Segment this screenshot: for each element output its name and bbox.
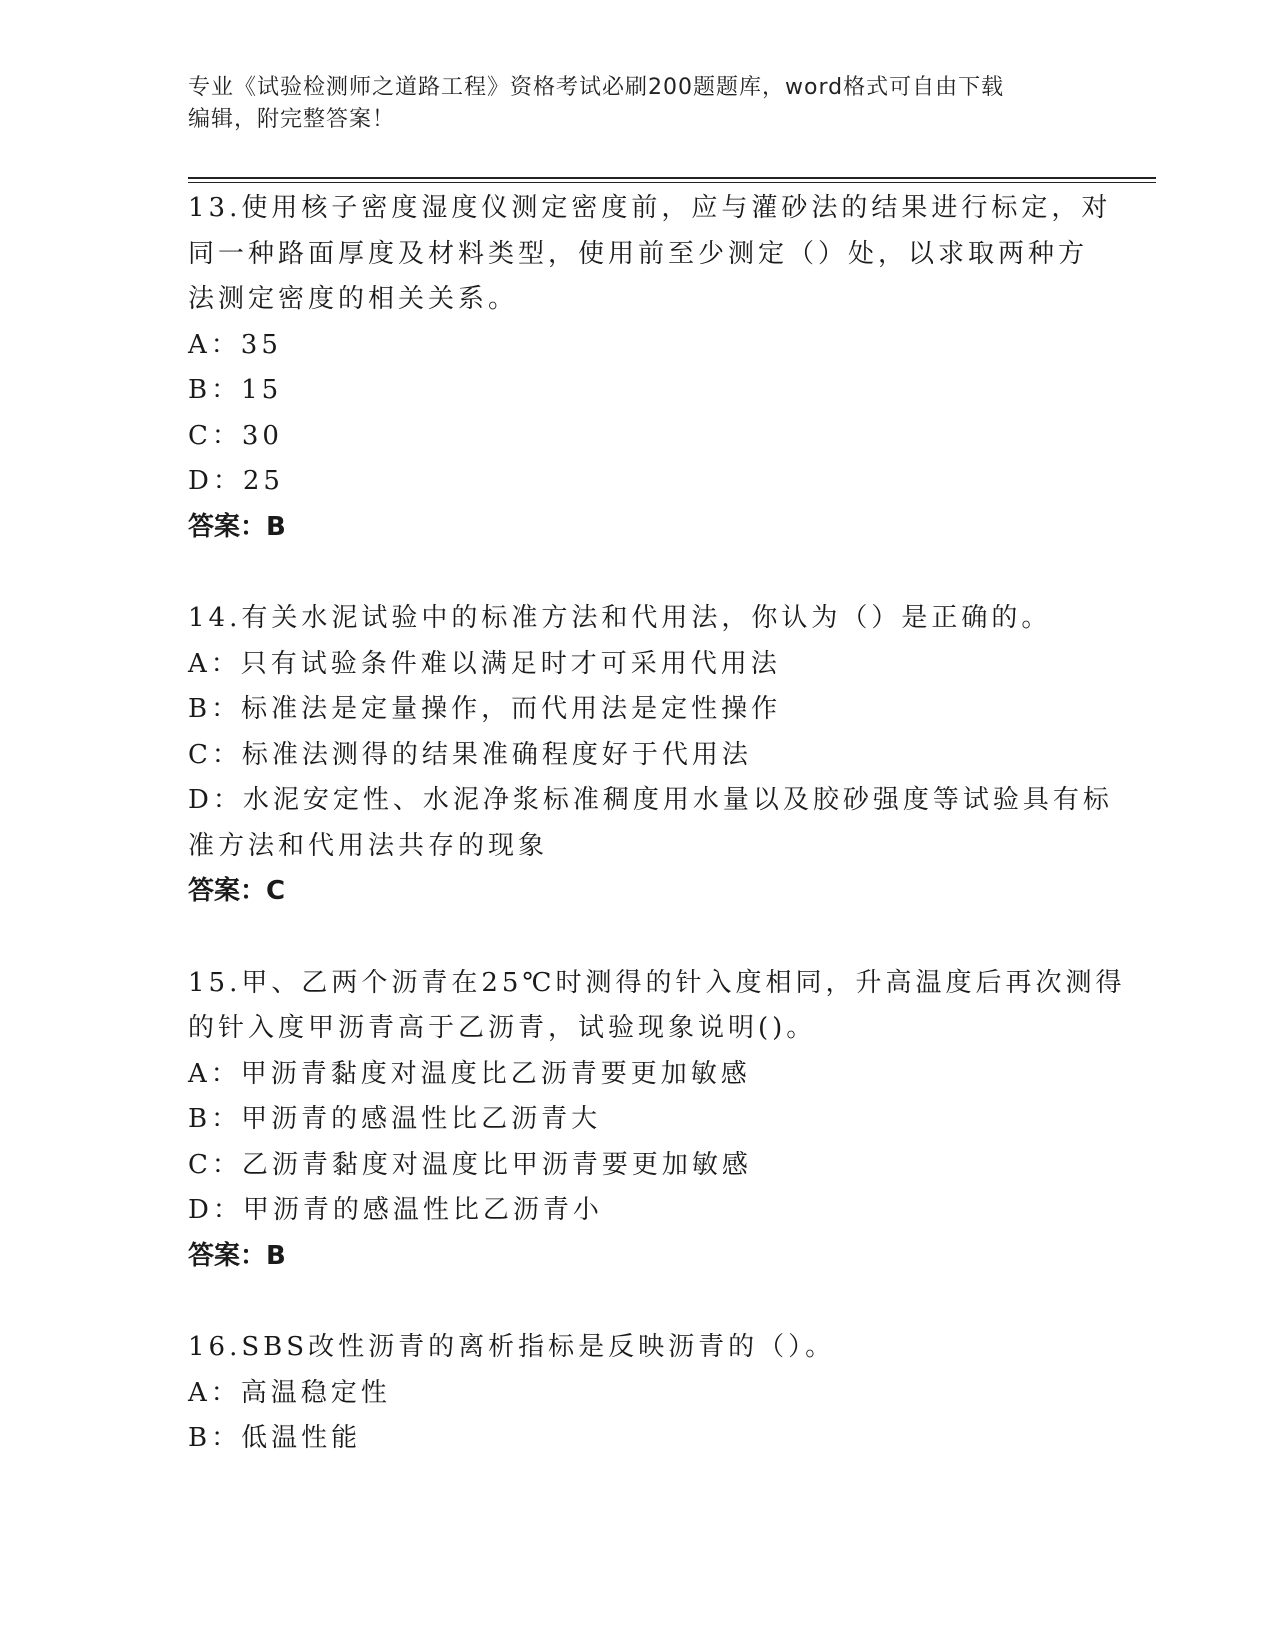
document-header [188, 72, 1088, 136]
option-c: C：标准法测得的结果准确程度好于代用法 [188, 739, 752, 770]
question-16 [188, 1325, 1108, 1462]
header-divider-thick [188, 177, 1156, 179]
option-a: A：高温稳定性 [188, 1377, 391, 1408]
question-spacer [188, 1279, 1108, 1325]
question-stem-line: 15.甲、乙两个沥青在25℃时测得的针入度相同，升高温度后再次测得 [188, 967, 1126, 998]
option-c: C：乙沥青黏度对温度比甲沥青要更加敏感 [188, 1149, 752, 1180]
answer-label: 答案：C [188, 876, 286, 906]
option-a: A：35 [188, 329, 282, 360]
option-d-continued: 准方法和代用法共存的现象 [188, 830, 549, 861]
question-stem-line: 法测定密度的相关关系。 [188, 284, 519, 314]
question-stem-line: 同一种路面厚度及材料类型，使用前至少测定（）处，以求取两种方 [188, 238, 1089, 269]
answer-label: 答案：B [188, 511, 286, 542]
header-line-2: 编辑，附完整答案！ [188, 107, 396, 132]
option-b: B：甲沥青的感温性比乙沥青大 [188, 1104, 602, 1134]
question-stem-line: 的针入度甲沥青高于乙沥青，试验现象说明()。 [188, 1013, 817, 1043]
question-spacer [188, 915, 1108, 961]
question-stem [188, 596, 1108, 642]
answer-label: 答案：B [188, 1240, 286, 1271]
option-b: B：15 [188, 375, 283, 405]
option-a: A：甲沥青黏度对温度比乙沥青要更加敏感 [188, 1058, 751, 1089]
question-list [188, 186, 1126, 1462]
header-divider-thin [188, 182, 1156, 183]
question-stem-line: 13.使用核子密度湿度仪测定密度前，应与灌砂法的结果进行标定，对 [188, 193, 1112, 223]
option-b: B：标准法是定量操作，而代用法是定性操作 [188, 694, 782, 724]
option-d: D：水泥安定性、水泥净浆标准稠度用水量以及胶砂强度等试验具有标 [188, 785, 1113, 815]
question-13 [188, 186, 1112, 550]
question-stem-line: 16.SBS改性沥青的离析指标是反映沥青的（）。 [188, 1332, 836, 1362]
question-stem-line: 14.有关水泥试验中的标准方法和代用法，你认为（）是正确的。 [188, 603, 1052, 633]
question-stem [188, 186, 1112, 323]
option-d: D：25 [188, 466, 284, 496]
question-stem [188, 961, 1126, 1052]
question-spacer [188, 550, 1108, 596]
option-c: C：30 [188, 420, 283, 451]
question-14 [188, 596, 1113, 915]
option-d: D：甲沥青的感温性比乙沥青小 [188, 1195, 603, 1225]
option-b: B：低温性能 [188, 1423, 362, 1453]
question-stem [188, 1325, 1108, 1371]
question-15 [188, 961, 1126, 1280]
option-a: A：只有试验条件难以满足时才可采用代用法 [188, 648, 781, 679]
header-line-1: 专业《试验检测师之道路工程》资格考试必刷200题题库，word格式可自由下载 [188, 75, 1005, 100]
